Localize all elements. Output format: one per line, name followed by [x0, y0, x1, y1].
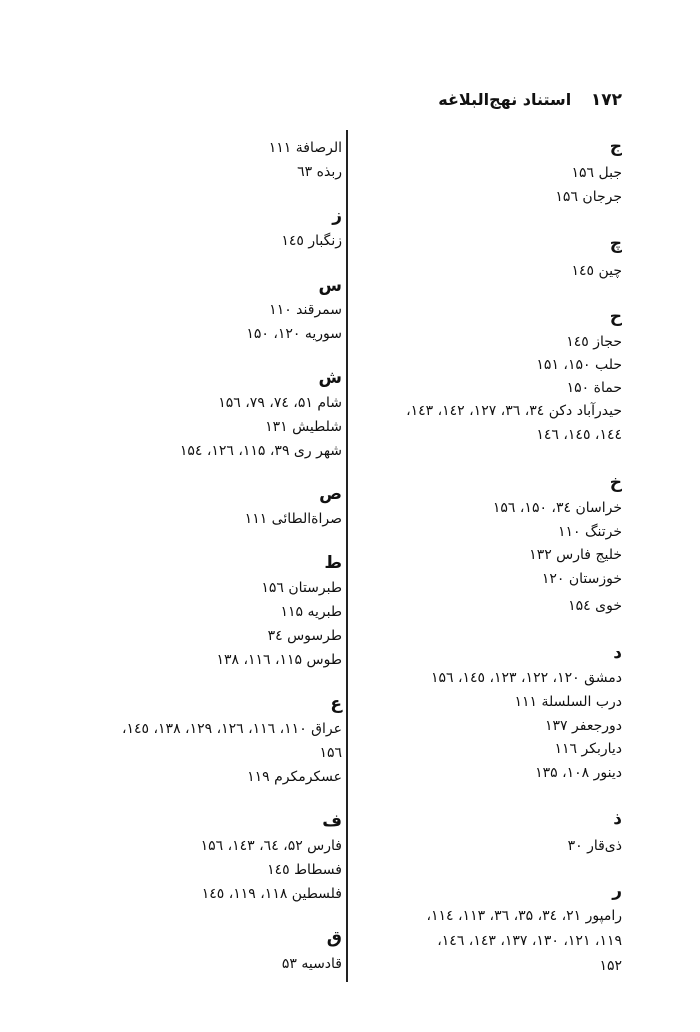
index-entry-continued: ۱۱۹، ۱۲۱، ۱۳۰، ۱۳۷، ۱٤۳، ۱٤٦،: [437, 933, 622, 949]
index-entry: عسكرمكرم ۱۱۹: [247, 769, 342, 785]
section-letter: د: [613, 643, 622, 663]
section-letter: ص: [319, 484, 342, 504]
page-number: ۱۷۲: [590, 90, 622, 110]
index-entry: جرجان ۱۵٦: [555, 189, 622, 205]
section-letter: ط: [324, 553, 342, 573]
index-entry: طبرستان ۱۵٦: [261, 580, 342, 596]
index-entry: خرتنگ ۱۱۰: [557, 524, 622, 540]
index-entry: جبل ۱۵٦: [571, 165, 622, 181]
column-divider: [346, 130, 348, 982]
index-entry: شلطيش ۱۳۱: [265, 419, 342, 435]
index-entry: خليج فارس ۱۳۲: [529, 547, 622, 563]
index-entry: شهر رى ۳۹، ۱۱۵، ۱۲٦، ۱۵٤: [179, 443, 342, 459]
index-entry: دورجعفر ۱۳۷: [545, 718, 622, 734]
index-entry: دياربكر ۱۱٦: [554, 741, 622, 757]
index-entry-continued: ۱۵٦: [319, 745, 342, 761]
section-letter: ز: [332, 206, 342, 226]
index-entry: سمرقند ۱۱۰: [269, 302, 342, 318]
index-entry: حجاز ۱٤٥: [566, 334, 622, 350]
index-entry: فسطاط ۱٤٥: [267, 862, 342, 878]
index-entry: حيدرآباد دكن ۳٤، ۳٦، ۱۲۷، ۱٤۲، ۱٤۳،: [406, 403, 622, 419]
index-entry-continued: ۱٤٤، ۱٤٥، ۱٤٦: [536, 427, 622, 443]
section-letter: ذ: [613, 809, 622, 829]
index-entry: چين ۱٤٥: [571, 263, 622, 279]
section-letter: ر: [612, 881, 622, 901]
section-letter: چ: [609, 234, 622, 254]
index-entry: خراسان ۳٤، ۱۵۰، ۱۵٦: [492, 500, 622, 516]
index-entry: عراق ۱۱۰، ۱۱٦، ۱۲٦، ۱۲۹، ۱۳۸، ۱٤٥،: [121, 721, 342, 737]
section-letter: ج: [609, 137, 622, 157]
index-entry: طبريه ۱۱۵: [280, 604, 342, 620]
section-letter: ف: [322, 811, 342, 831]
section-letter: ش: [318, 368, 342, 388]
index-entry: حلب ۱۵۰، ۱۵۱: [536, 357, 622, 373]
index-entry: شام ۵۱، ۷٤، ۷۹، ۱۵٦: [218, 395, 342, 411]
index-entry: ذى‌قار ۳۰: [567, 838, 622, 854]
index-entry: حماة ۱۵۰: [566, 380, 622, 396]
index-entry: زنگبار ۱٤٥: [281, 233, 342, 249]
index-entry: سوريه ۱۲۰، ۱۵۰: [246, 326, 342, 342]
index-entry: رامپور ۲۱، ۳٤، ۳۵، ۳٦، ۱۱۳، ۱۱٤،: [426, 908, 622, 924]
index-entry: دينور ۱۰۸، ۱۳۵: [535, 765, 622, 781]
index-entry: دمشق ۱۲۰، ۱۲۲، ۱۲۳، ۱٤٥، ۱۵٦: [430, 670, 622, 686]
running-title: استناد نهج‌البلاغه: [438, 90, 572, 109]
index-entry: خوى ۱۵٤: [568, 598, 622, 614]
index-entry: فارس ۵۲، ٦٤، ۱٤۳، ۱۵٦: [200, 838, 342, 854]
section-letter: ح: [609, 307, 622, 327]
index-entry: خوزستان ۱۲۰: [541, 571, 622, 587]
index-entry: طرسوس ۳٤: [267, 628, 342, 644]
index-entry-continued: ۱۵۲: [599, 958, 622, 974]
index-entry: صراة‌الطائى ۱۱۱: [244, 511, 342, 527]
index-entry: فلسطين ۱۱۸، ۱۱۹، ۱٤٥: [201, 886, 342, 902]
index-entry: الرصافة ۱۱۱: [268, 140, 342, 156]
page-header: [438, 90, 622, 110]
section-letter: خ: [609, 473, 622, 493]
index-entry: درب السلسلة ۱۱۱: [514, 694, 622, 710]
index-entry: قادسيه ۵۳: [281, 956, 342, 972]
index-entry: طوس ۱۱۵، ۱۱٦، ۱۳۸: [216, 652, 342, 668]
section-letter: ق: [326, 928, 342, 948]
section-letter: ع: [330, 694, 342, 714]
index-entry: ربذه ٦۳: [297, 164, 342, 180]
section-letter: س: [318, 276, 342, 296]
